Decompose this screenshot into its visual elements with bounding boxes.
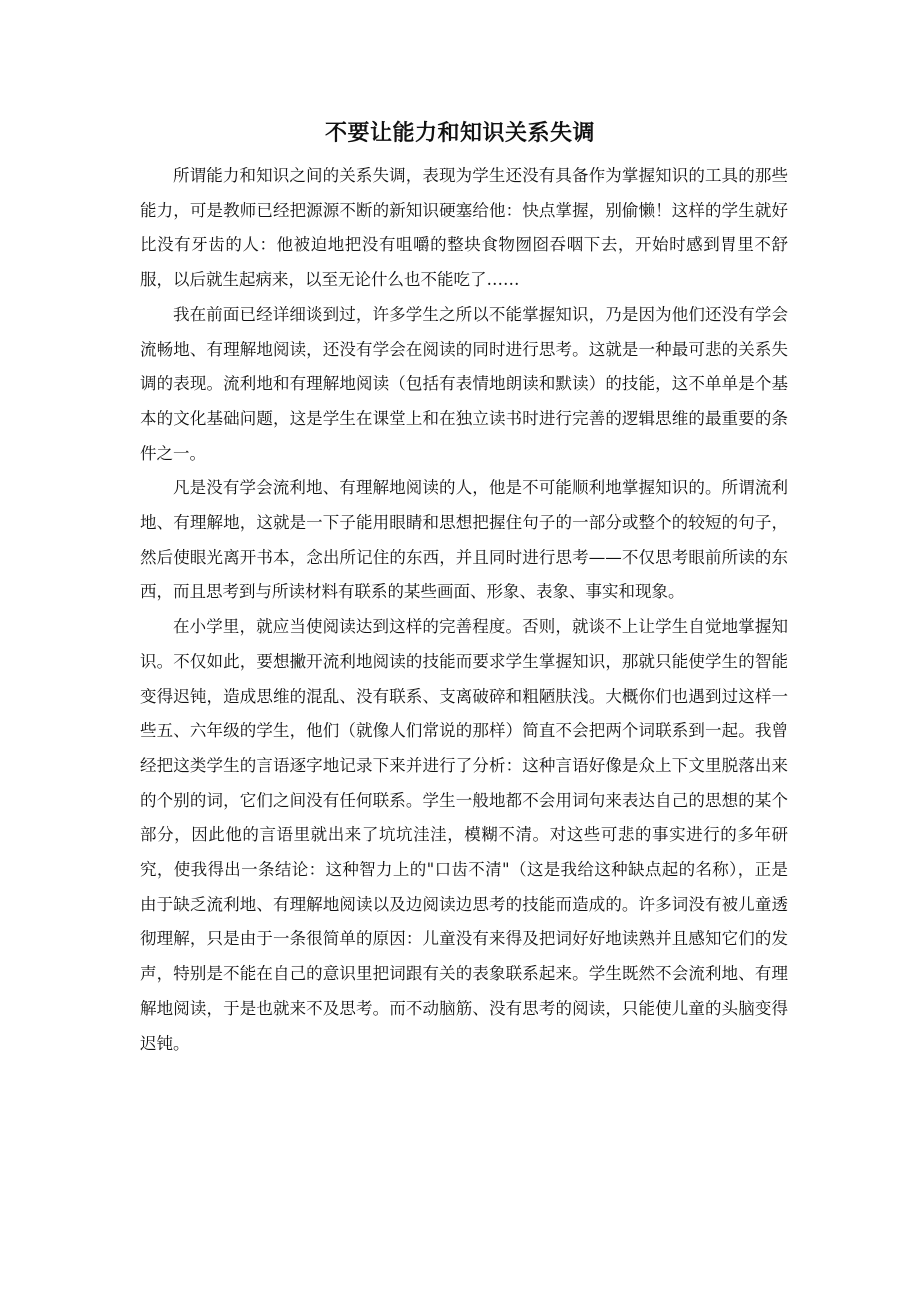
paragraph-1: 所谓能力和知识之间的关系失调，表现为学生还没有具备作为掌握知识的工具的那些能力，可是教师已经把源源不断的新知识硬塞给他：快点掌握，别偷懒！这样的学生就好比没有牙齿的人：他被迫地把没有咀嚼的整块食物囫囵吞咽下去，开始时感到胃里不舒服，以后就生起病来，以至无论什么也不能吃了…… (140, 166, 788, 290)
article-body (140, 159, 788, 1061)
paragraph-3: 凡是没有学会流利地、有理解地阅读的人，他是不可能顺利地掌握知识的。所谓流利地、有理解地，这就是一下子能用眼睛和思想把握住句子的一部分或整个的较短的句子，然后使眼光离开书本，念出所记住的东西，并且同时进行思考——不仅思考眼前所读的东西，而且思考到与所读材料有联系的某些画面、形象、表象、事实和现象。 (140, 478, 788, 602)
page-title: 不要让能力和知识关系失调 (324, 121, 595, 146)
paragraph-4: 在小学里，就应当使阅读达到这样的完善程度。否则，就谈不上让学生自觉地掌握知识。不仅如此，要想撇开流利地阅读的技能而要求学生掌握知识，那就只能使学生的智能变得迟钝，造成思维的混乱、没有联系、支离破碎和粗陋肤浅。大概你们也遇到过这样一些五、六年级的学生，他们（就像人们常说的那样）简直不会把两个词联系到一起。我曾经把这类学生的言语逐字地记录下来并进行了分析：这种言语好像是众上下文里脱落出来的个别的词，它们之间没有任何联系。学生一般地都不会用词句来表达自己的思想的某个部分，因此他的言语里就出来了坑坑洼洼，模糊不清。对这些可悲的事实进行的多年研究，使我得出一条结论：这种智力上的"口齿不清"（这是我给这种缺点起的名称），正是由于缺乏流利地、有理解地阅读以及边阅读边思考的技能而造成的。许多词没有被儿童透彻理解，只是由于一条很简单的原因：儿童没有来得及把词好好地读熟并且感知它们的发声，特别是不能在自己的意识里把词跟有关的表象联系起来。学生既然不会流利地、有理解地阅读，于是也就来不及思考。而不动脑筋、没有思考的阅读，只能使儿童的头脑变得迟钝。 (140, 617, 788, 1053)
paragraph-2: 我在前面已经详细谈到过，许多学生之所以不能掌握知识，乃是因为他们还没有学会流畅地、有理解地阅读，还没有学会在阅读的同时进行思考。这就是一种最可悲的关系失调的表现。流利地和有理解地阅读（包括有表情地朗读和默读）的技能，这不单单是个基本的文化基础问题，这是学生在课堂上和在独立读书时进行完善的逻辑思维的最重要的条件之一。 (140, 304, 788, 463)
